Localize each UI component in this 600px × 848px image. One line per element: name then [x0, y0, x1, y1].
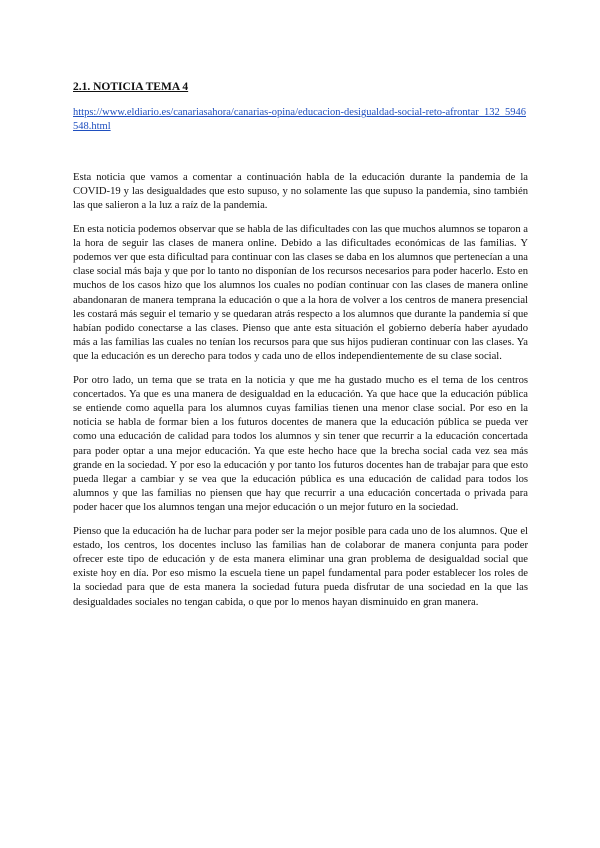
paragraph-conclusion: Pienso que la educación ha de luchar para poder ser la mejor posible para cada uno de los alumnos. Que el estado, los centros, los docentes incluso las familias han de colaborar de manera conjunta para poder ofrecer este tipo de educación y de esta manera eliminar una gran problema de desigualdad social que existe hoy en día. Por eso mismo la escuela tiene un papel fundamental para poder establecer los roles de la sociedad para que de esta manera la sociedad futura pueda disfrutar de una sociedad en la que las desigualdades sociales no tengan cabida, o que por lo menos hayan disminuido en gran manera. [73, 525, 528, 608]
section-heading: 2.1. NOTICIA TEMA 4 [73, 81, 189, 93]
paragraph-concertados: Por otro lado, un tema que se trata en la noticia y que me ha gustado mucho es el tema de los centros concertados. Ya que es una manera de desigualdad en la educación. Ya que hace que la educación pública se entiende como aquella para los alumnos cuyas familias tienen una menor clase social. Por eso en la noticia se habla de formar bien a los futuros docentes de manera que la educación pública se pueda ver como una educación de calidad para todos los alumnos y sin tener que recurrir a la educación concertada para poder optar a una mejor educación. Ya que este hecho hace que la brecha social cada vez sea más grande en la sociedad. Y por eso la educación y por tanto los futuros docentes han de trabajar para que esto pueda llegar a cambiar y se vea que la educación pública es una educación de calidad para todos los alumnos y que las familias no piensen que hay que recurrir a una educación concertada o privada para poder hacer que los alumnos tengan una mejor educación o un mejor futuro en la sociedad. [73, 374, 528, 514]
paragraph-intro: Esta noticia que vamos a comentar a continuación habla de la educación durante la pandemia de la COVID-19 y las desigualdades que esto supuso, y no solamente las que supuso la pandemia, sino también las que salieron a la luz a raíz de la pandemia. [73, 172, 528, 212]
document-page [73, 80, 528, 619]
news-article-link[interactable]: https://www.eldiario.es/canariasahora/canarias-opina/educacion-desigualdad-social-reto-afrontar_132_5946548.html [73, 107, 526, 132]
paragraph-online-classes: En esta noticia podemos observar que se habla de las dificultades con las que muchos alumnos se toparon a la hora de seguir las clases de manera online. Debido a las dificultades económicas de las familias. Y podemos ver que esta dificultad para continuar con las clases se daba en los alumnos que pertenecían a una clase social más baja y que por lo tanto no disponían de los recursos necesarios para poder hacerlo. Esto en muchos de los casos hizo que los alumnos los cuales no podían continuar con las clases de manera online abandonaran de manera temprana la educación o que a la hora de volver a los centros de manera presencial les costará más seguir el temario y se quedaran atrás respecto a los alumnos que durante la pandemia sí que habían podido conectarse a las clases. Pienso que ante esta situación el gobierno debería haber ayudado más a las familias las cuales no tenían los recursos para que sus hijos pudieran continuar con las clases. Ya que la educación es un derecho para todos y cada uno de ellos independientemente de su clase social. [73, 223, 528, 363]
